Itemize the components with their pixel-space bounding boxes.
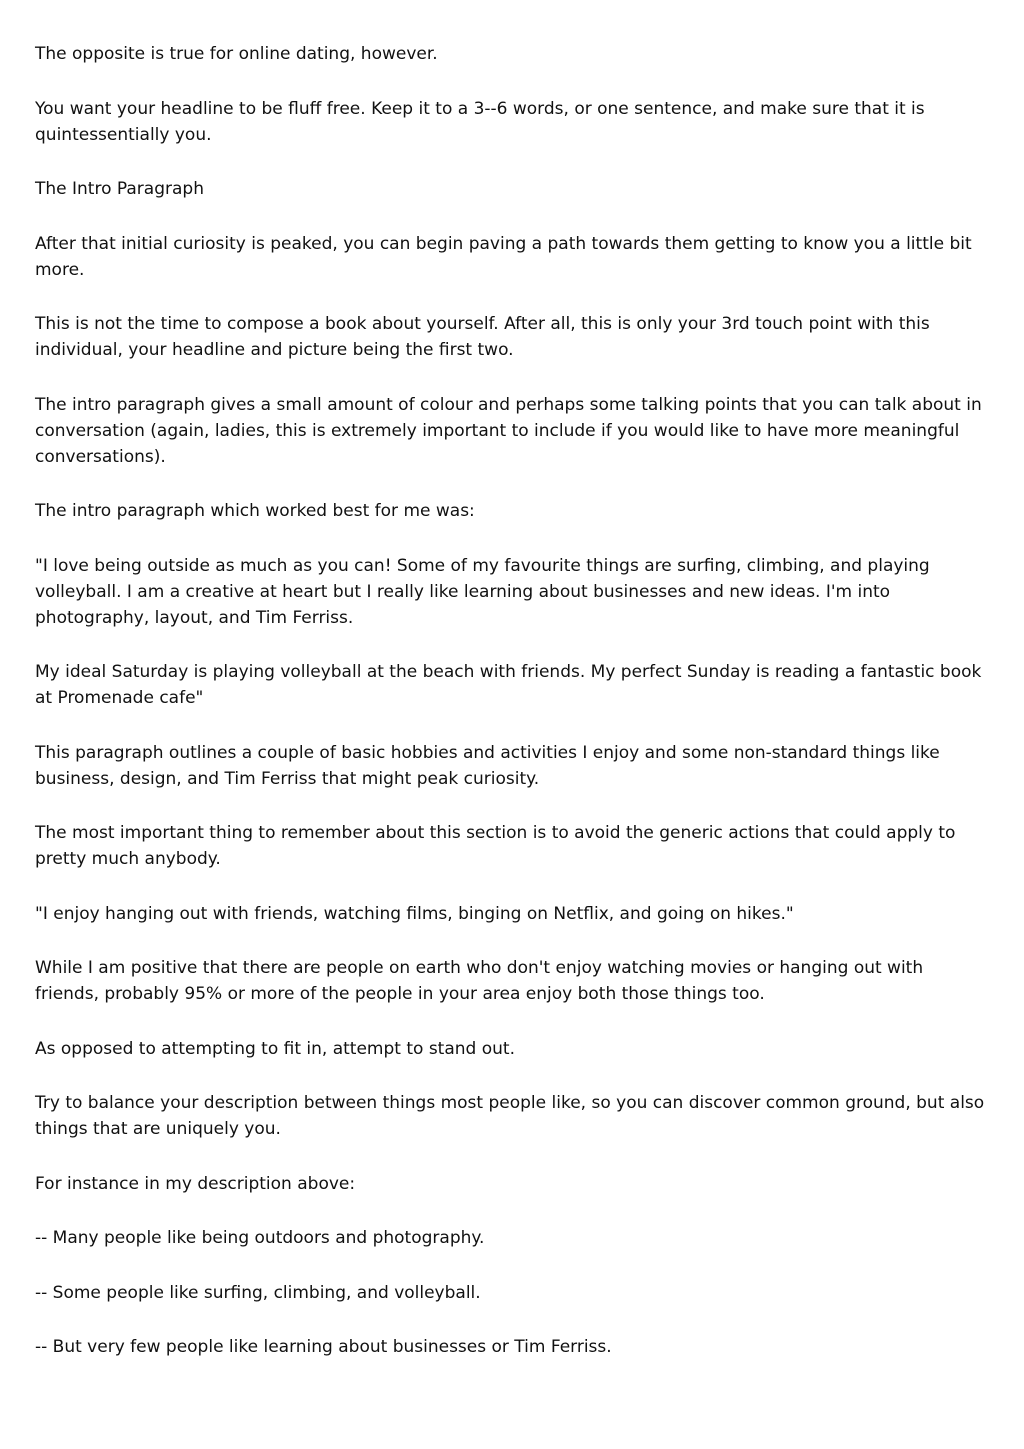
section-heading-intro-paragraph: The Intro Paragraph (35, 179, 204, 199)
paragraph-outline-hobbies: This paragraph outlines a couple of basic hobbies and activities I enjoy and some non-standard things like business, design, and Tim Ferriss that might peak curiosity. (35, 742, 940, 789)
paragraph-for-instance: For instance in my description above: (35, 1173, 356, 1194)
paragraph-stand-out: As opposed to attempting to fit in, attempt to stand out. (35, 1038, 515, 1059)
list-item-many-people: -- Many people like being outdoors and photography. (35, 1228, 485, 1248)
quote-intro-example-part-2: My ideal Saturday is playing volleyball at the beach with friends. My perfect Sunday is reading a fantastic book at Promenade cafe" (35, 662, 982, 708)
paragraph-balance-description: Try to balance your description between things most people like, so you can discover common ground, but also things that are uniquely you. (35, 1093, 985, 1139)
paragraph-colour-talking-points: The intro paragraph gives a small amount of colour and perhaps some talking points that you can talk about in conversation (again, ladies, this is extremely important to include if you would like to have more meaningful conversations). (35, 394, 982, 467)
paragraph-avoid-generic: The most important thing to remember about this section is to avoid the generic actions that could apply to pretty much anybody. (35, 823, 956, 869)
paragraph-most-people-enjoy: While I am positive that there are people on earth who don't enjoy watching movies or hanging out with friends, probably 95% or more of the people in your area enjoy both those things too. (35, 958, 924, 1004)
list-item-very-few-people: -- But very few people like learning about businesses or Tim Ferriss. (35, 1337, 612, 1357)
paragraph-curiosity: After that initial curiosity is peaked, you can begin paving a path towards them getting to know you a little bit more. (35, 233, 972, 280)
list-item-some-people: -- Some people like surfing, climbing, and volleyball. (35, 1282, 481, 1303)
quote-generic-example: "I enjoy hanging out with friends, watching films, binging on Netflix, and going on hikes." (35, 903, 794, 924)
paragraph-worked-best: The intro paragraph which worked best for me was: (35, 501, 475, 521)
document-body (35, 41, 987, 1389)
paragraph-touch-point: This is not the time to compose a book about yourself. After all, this is only your 3rd touch point with this individual, your headline and picture being the first two. (35, 314, 930, 360)
paragraph-headline-advice: You want your headline to be fluff free. Keep it to a 3--6 words, or one sentence, and make sure that it is quintessentially you. (35, 98, 925, 145)
quote-intro-example-part-1: "I love being outside as much as you can! Some of my favourite things are surfing, climbing, and playing volleyball. I am a creative at heart but I really like learning about businesses and new ideas. I'm into photography, layout, and Tim Ferriss. (35, 555, 930, 628)
paragraph-online-dating: The opposite is true for online dating, however. (35, 44, 438, 64)
